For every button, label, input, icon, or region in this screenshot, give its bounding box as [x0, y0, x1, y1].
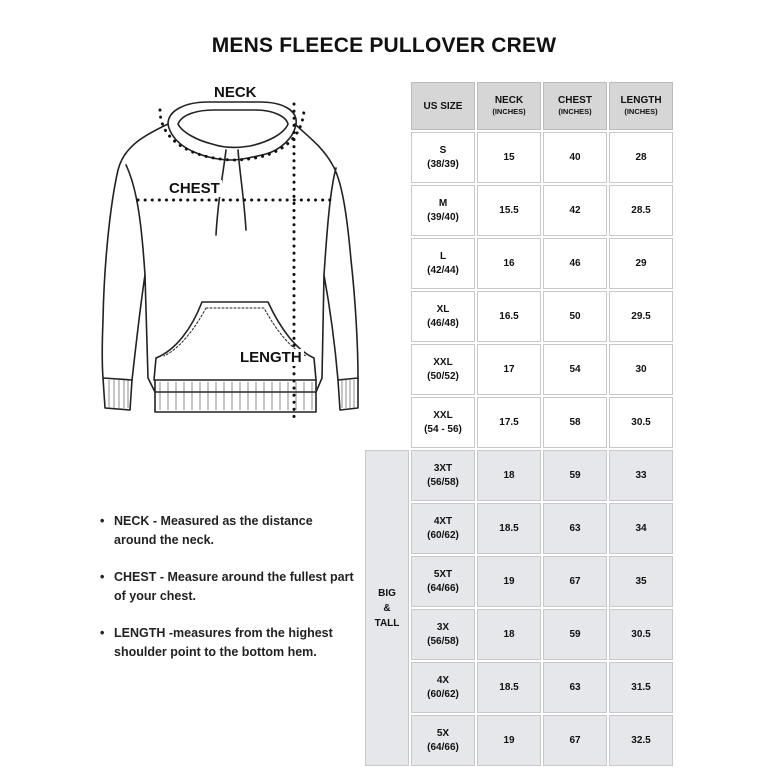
note-chest: • CHEST - Measure around the fullest part of your chest.: [100, 568, 355, 606]
size-cell: 4X (60/62): [411, 662, 475, 713]
size-cell: XL (46/48): [411, 291, 475, 342]
length-cell: 31.5: [609, 662, 673, 713]
neck-cell: 15.5: [477, 185, 541, 236]
table-row: [365, 662, 673, 713]
header-length: LENGTH (INCHES): [609, 82, 673, 130]
size-cell: 4XT (60/62): [411, 503, 475, 554]
size-cell: 3X (56/58): [411, 609, 475, 660]
chest-cell: 63: [543, 503, 607, 554]
size-cell: XXL (54 - 56): [411, 397, 475, 448]
big-and-tall-label: BIG & TALL: [365, 450, 409, 766]
neck-cell: 15: [477, 132, 541, 183]
length-cell: 30.5: [609, 609, 673, 660]
measurement-notes: [100, 512, 355, 680]
table-row: [365, 132, 673, 183]
chest-measure-label: CHEST: [169, 180, 220, 197]
size-cell: 5X (64/66): [411, 715, 475, 766]
neck-cell: 16.5: [477, 291, 541, 342]
neck-cell: 18: [477, 450, 541, 501]
length-cell: 29: [609, 238, 673, 289]
neck-cell: 19: [477, 715, 541, 766]
chest-cell: 63: [543, 662, 607, 713]
length-cell: 30.5: [609, 397, 673, 448]
chest-cell: 67: [543, 715, 607, 766]
note-neck: • NECK - Measured as the distance around the neck.: [100, 512, 355, 550]
chest-cell: 40: [543, 132, 607, 183]
chest-cell: 67: [543, 556, 607, 607]
table-row: [365, 185, 673, 236]
chest-cell: 58: [543, 397, 607, 448]
table-row: [365, 291, 673, 342]
header-neck: NECK (INCHES): [477, 82, 541, 130]
chest-cell: 50: [543, 291, 607, 342]
table-row: [365, 556, 673, 607]
length-cell: 28: [609, 132, 673, 183]
length-measure-label: LENGTH: [240, 349, 302, 366]
length-cell: 30: [609, 344, 673, 395]
neck-cell: 18.5: [477, 662, 541, 713]
chest-cell: 59: [543, 450, 607, 501]
neck-cell: 17: [477, 344, 541, 395]
chest-cell: 59: [543, 609, 607, 660]
table-row: [365, 397, 673, 448]
page-title: MENS FLEECE PULLOVER CREW: [211, 34, 557, 57]
table-header-row: [365, 82, 673, 130]
chest-cell: 46: [543, 238, 607, 289]
neck-cell: 18.5: [477, 503, 541, 554]
size-cell: XXL (50/52): [411, 344, 475, 395]
length-cell: 32.5: [609, 715, 673, 766]
neck-cell: 17.5: [477, 397, 541, 448]
length-cell: 29.5: [609, 291, 673, 342]
size-chart-table: [363, 80, 675, 768]
note-length: • LENGTH -measures from the highest shoulder point to the bottom hem.: [100, 624, 355, 662]
table-row: [365, 503, 673, 554]
length-cell: 35: [609, 556, 673, 607]
header-chest: CHEST (INCHES): [543, 82, 607, 130]
size-cell: 3XT (56/58): [411, 450, 475, 501]
size-cell: 5XT (64/66): [411, 556, 475, 607]
table-row: [365, 609, 673, 660]
table-row: [365, 450, 673, 501]
length-cell: 28.5: [609, 185, 673, 236]
table-row: [365, 715, 673, 766]
size-cell: L (42/44): [411, 238, 475, 289]
neck-cell: 18: [477, 609, 541, 660]
size-cell: S (38/39): [411, 132, 475, 183]
header-us-size: US SIZE: [411, 82, 475, 130]
neck-measure-label: NECK: [214, 84, 257, 101]
neck-cell: 19: [477, 556, 541, 607]
hoodie-illustration: [90, 80, 380, 430]
table-row: [365, 238, 673, 289]
size-cell: M (39/40): [411, 185, 475, 236]
length-cell: 34: [609, 503, 673, 554]
neck-cell: 16: [477, 238, 541, 289]
header-spacer: [365, 82, 409, 130]
chest-cell: 42: [543, 185, 607, 236]
length-cell: 33: [609, 450, 673, 501]
chest-cell: 54: [543, 344, 607, 395]
table-row: [365, 344, 673, 395]
